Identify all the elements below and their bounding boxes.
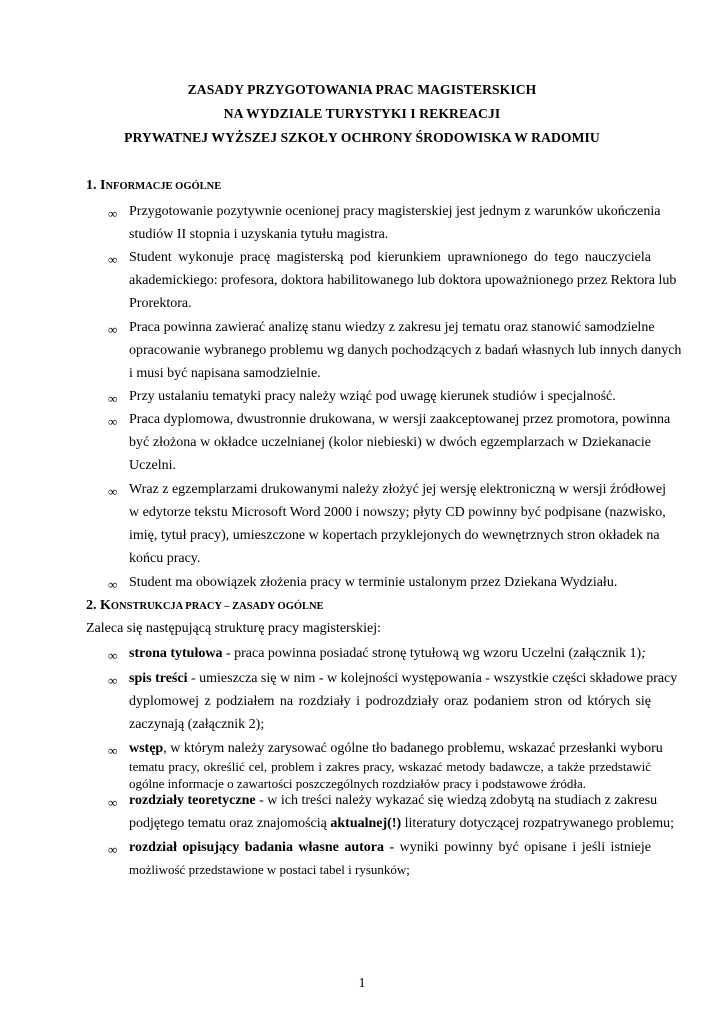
bullet-icon: ∞ <box>108 673 118 688</box>
list-item-line: i musi być napisana samodzielnie. <box>129 366 321 381</box>
bullet-icon: ∞ <box>108 795 118 810</box>
list-item-line: podjętego tematu oraz znajomością aktualnej(!) literatury dotyczącej rozpatrywanego problemu; <box>129 816 675 831</box>
list-item-line: opracowanie wybranego problemu wg danych pochodzących z badań własnych lub innych danych <box>129 343 682 358</box>
list-item-line: strona tytułowa - praca powinna posiadać stronę tytułową wg wzoru Uczelni (załącznik 1); <box>129 646 646 661</box>
list-item-line: Uczelni. <box>129 458 177 473</box>
list-item-line: dyplomowej z podziałem na rozdziały i podrozdziały oraz podaniem stron od których się <box>129 694 651 709</box>
list-item-line: imię, tytuł pracy), umieszczone w kopertach przyklejonych do wewnętrznych stron okładek na <box>129 528 660 543</box>
title-line-3: PRYWATNEJ WYŻSZEJ SZKOŁY OCHRONY ŚRODOWISKA W RADOMIU <box>124 130 600 145</box>
list-item-line: Przygotowanie pozytywnie ocenionej pracy magisterskiej jest jednym z warunków ukończenia <box>129 204 661 219</box>
list-item-line: zaczynają (załącznik 2); <box>129 717 265 732</box>
list-item-line: Praca powinna zawierać analizę stanu wiedzy z zakresu jej tematu oraz stanowić samodzielne <box>129 320 655 335</box>
page-number: 1 <box>358 976 366 991</box>
list-item-line: w edytorze tekstu Microsoft Word 2000 i nowszy; płyty CD powinny być podpisane (nazwisko, <box>129 505 666 520</box>
title-line-2: NA WYDZIALE TURYSTYKI I REKREACJI <box>223 106 501 121</box>
list-item-line: Praca dyplomowa, dwustronnie drukowana, w wersji zaakceptowanej przez promotora, powinna <box>129 412 671 427</box>
list-item-line: ogólne informacje o zawartości poszczególnych rozdziałów pracy i podstawowe źródła. <box>129 776 586 791</box>
bullet-icon: ∞ <box>108 391 118 406</box>
list-item-line: Student ma obowiązek złożenia pracy w terminie ustalonym przez Dziekana Wydziału. <box>129 575 618 590</box>
list-item-line: Prorektora. <box>129 296 192 311</box>
section-2-heading: 2. KONSTRUKCJA PRACY – ZASADY OGÓLNE <box>86 598 324 613</box>
bullet-icon: ∞ <box>108 206 118 221</box>
bullet-icon: ∞ <box>108 842 118 857</box>
list-item-line: Przy ustalaniu tematyki pracy należy wziąć pod uwagę kierunek studiów i specjalność. <box>129 389 616 404</box>
bullet-icon: ∞ <box>108 648 118 663</box>
list-item-line: Wraz z egzemplarzami drukowanymi należy złożyć jej wersję elektroniczną w wersji źródłowej <box>129 482 667 497</box>
title-line-1: ZASADY PRZYGOTOWANIA PRAC MAGISTERSKICH <box>187 82 537 97</box>
list-item-line: Student wykonuje pracę magisterską pod kierunkiem uprawnionego do tego nauczyciela <box>129 250 651 265</box>
section-1-heading: 1. INFORMACJE OGÓLNE <box>86 178 222 193</box>
list-item-line: możliwość przedstawione w postaci tabel i rysunków; <box>129 862 410 877</box>
bullet-icon: ∞ <box>108 252 118 267</box>
list-item-line: tematu pracy, określić cel, problem i zakres pracy, wskazać metody badawcze, a także przedstawić <box>129 759 651 774</box>
list-item-line: rozdziały teoretyczne - w ich treści należy wykazać się wiedzą zdobytą na studiach z zakresu <box>129 793 658 808</box>
bullet-icon: ∞ <box>108 743 118 758</box>
list-item-line: rozdział opisujący badania własne autora - wyniki powinny być opisane i jeśli istnieje <box>129 840 651 855</box>
bullet-icon: ∞ <box>108 414 118 429</box>
bullet-icon: ∞ <box>108 322 118 337</box>
bullet-icon: ∞ <box>108 484 118 499</box>
list-item-line: studiów II stopnia i uzyskania tytułu magistra. <box>129 227 389 242</box>
list-item-line: końcu pracy. <box>129 551 201 566</box>
section-2-intro: Zaleca się następującą strukturę pracy magisterskiej: <box>86 621 382 636</box>
list-item-line: spis treści - umieszcza się w nim - w kolejności występowania - wszystkie części składowe pracy <box>129 671 678 686</box>
list-item-line: być złożona w okładce uczelnianej (kolor niebieski) w dwóch egzemplarzach w Dziekanacie <box>129 435 651 450</box>
bullet-icon: ∞ <box>108 577 118 592</box>
list-item-line: akademickiego: profesora, doktora habilitowanego lub doktora upoważnionego przez Rektora lub <box>129 273 677 288</box>
list-item-line: wstęp, w którym należy zarysować ogólne tło badanego problemu, wskazać przesłanki wyboru <box>129 741 663 756</box>
